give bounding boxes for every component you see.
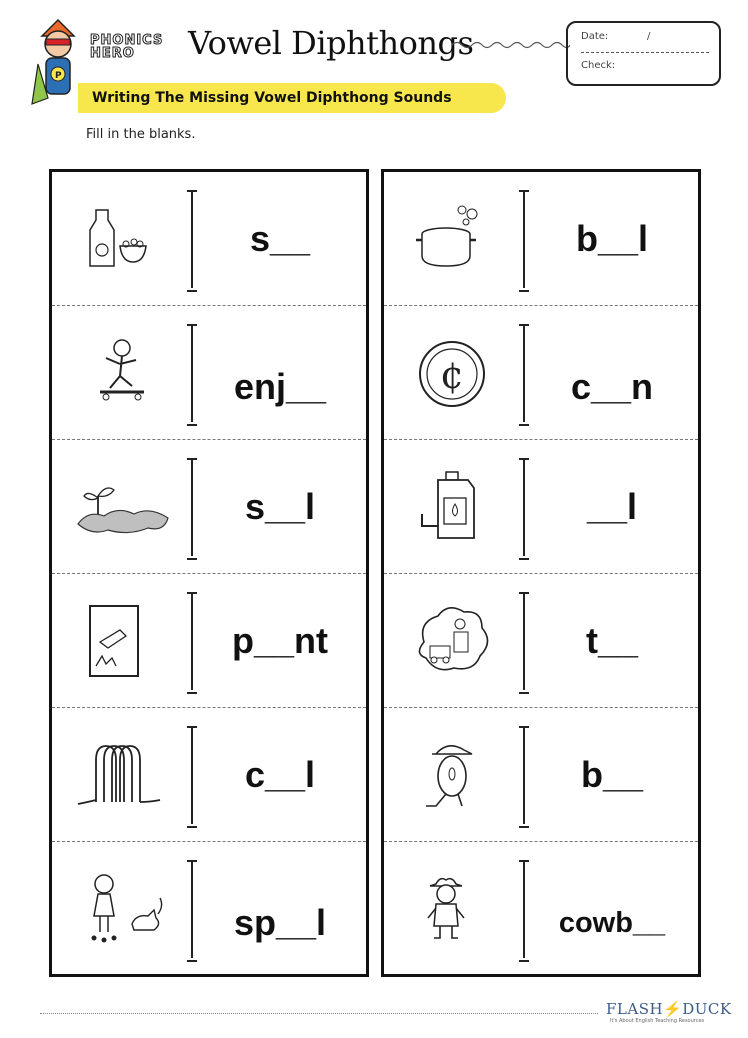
exercise-row: [52, 574, 366, 708]
subtitle-banner: [78, 83, 506, 113]
separator: [519, 860, 529, 958]
publisher-logo: [606, 1000, 732, 1018]
coin-icon: [406, 334, 502, 412]
left-exercise-panel: [49, 169, 369, 977]
footer-divider: [40, 1013, 598, 1014]
cowboy-icon: [406, 870, 502, 948]
word-blank: cowb__: [558, 906, 666, 939]
date-slash: /: [647, 31, 651, 42]
logo-text-left: FLASH: [606, 1000, 664, 1018]
separator: [519, 190, 529, 288]
svg-text:¢: ¢: [440, 353, 465, 397]
logo-text-right: DUCK: [682, 1000, 732, 1018]
exercise-row: [384, 842, 698, 976]
exercise-row: [52, 440, 366, 574]
word-blank: t__: [585, 620, 639, 661]
check-label: Check:: [581, 60, 616, 71]
word-blank: p__nt: [231, 620, 328, 661]
exercise-row: [52, 708, 366, 842]
word-blank: c__n: [570, 366, 654, 407]
brand-line-2: HERO: [90, 46, 135, 61]
instructions-text: Fill in the blanks.: [86, 127, 196, 142]
word-blank: s__: [249, 218, 311, 259]
exercise-row: [384, 574, 698, 708]
lightning-icon: ⚡: [663, 1000, 683, 1018]
word-blank: sp__l: [233, 902, 327, 943]
separator: [187, 458, 197, 556]
separator: [187, 190, 197, 288]
word-blank: enj__: [233, 366, 327, 407]
svg-text:P: P: [55, 71, 62, 81]
word-blank: __l: [586, 486, 638, 527]
separator: [519, 592, 529, 690]
boiling-pot-icon: [406, 200, 502, 278]
painting-icon: [74, 602, 170, 680]
separator: [187, 860, 197, 958]
right-exercise-panel: [381, 169, 701, 977]
exercise-row: [384, 708, 698, 842]
separator: [187, 592, 197, 690]
exercise-row: [384, 306, 698, 440]
subtitle-text: Writing The Missing Vowel Diphthong Sounds: [92, 90, 452, 106]
wavy-line-decoration: [452, 38, 570, 52]
skateboard-kid-icon: [74, 334, 170, 412]
tagline-left: It's About English: [610, 1018, 654, 1024]
word-blank: c__l: [244, 754, 316, 795]
separator: [519, 726, 529, 824]
tagline-right: Teaching Resources: [655, 1018, 705, 1024]
oil-can-icon: [406, 468, 502, 546]
exercise-row: [384, 172, 698, 306]
exercise-row: [52, 306, 366, 440]
date-row: [581, 31, 709, 53]
worksheet-title: Vowel Diphthongs: [188, 24, 474, 62]
exercise-row: [384, 440, 698, 574]
separator: [519, 324, 529, 422]
exercise-row: [52, 172, 366, 306]
date-check-box: [566, 21, 721, 86]
brand-line-1: PHONICS: [90, 33, 164, 48]
word-blank: s__l: [244, 486, 316, 527]
toys-icon: [406, 602, 502, 680]
word-blank: b__: [580, 754, 644, 795]
sprout-soil-icon: [74, 468, 170, 546]
separator: [519, 458, 529, 556]
soy-sauce-icon: [74, 200, 170, 278]
boy-with-cap-icon: [406, 736, 502, 814]
publisher-tagline: [610, 1018, 704, 1024]
date-label: Date:: [581, 31, 609, 42]
exercise-row: [52, 842, 366, 976]
girl-with-cat-icon: [74, 870, 170, 948]
separator: [187, 726, 197, 824]
brand-logo: [90, 34, 163, 60]
coil-icon: [74, 736, 170, 814]
separator: [187, 324, 197, 422]
word-blank: b__l: [575, 218, 649, 259]
